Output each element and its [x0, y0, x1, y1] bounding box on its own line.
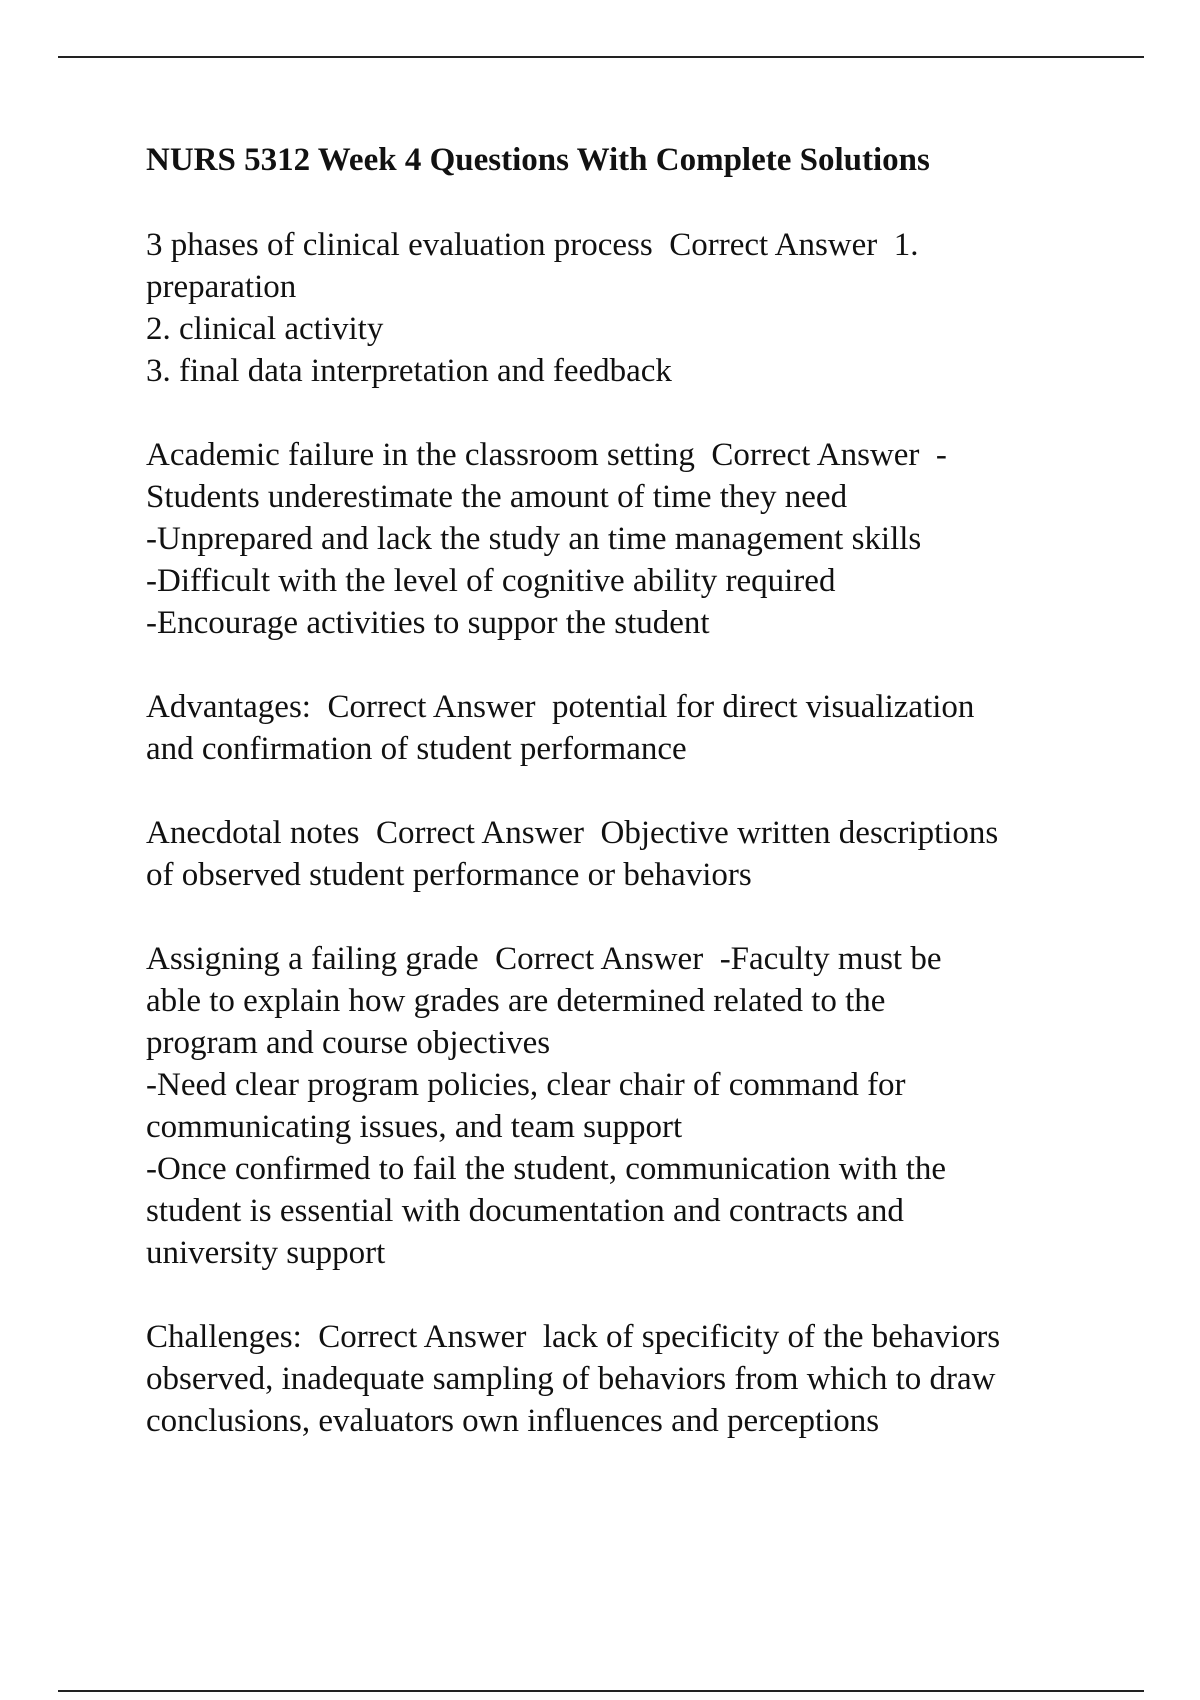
qa-item [146, 224, 1146, 392]
qa-line: -Once confirmed to fail the student, communication with the [146, 1151, 947, 1187]
qa-item [146, 434, 1146, 644]
qa-line: preparation [146, 269, 297, 305]
document-title: NURS 5312 Week 4 Questions With Complete Solutions [146, 142, 930, 178]
qa-line: Challenges: Correct Answer lack of specificity of the behaviors [146, 1319, 1001, 1355]
qa-line: communicating issues, and team support [146, 1109, 683, 1145]
qa-line: able to explain how grades are determined related to the [146, 983, 886, 1019]
qa-line: 3 phases of clinical evaluation process Correct Answer 1. [146, 227, 919, 263]
qa-line: Academic failure in the classroom setting Correct Answer - [146, 437, 947, 473]
top-rule [58, 56, 1144, 58]
qa-item [146, 686, 1146, 770]
qa-line: conclusions, evaluators own influences and perceptions [146, 1403, 880, 1439]
qa-item [146, 812, 1146, 896]
qa-line: program and course objectives [146, 1025, 551, 1061]
qa-line: Advantages: Correct Answer potential for direct visualization [146, 689, 975, 725]
qa-line: -Need clear program policies, clear chair of command for [146, 1067, 906, 1103]
qa-line: observed, inadequate sampling of behaviors from which to draw [146, 1361, 996, 1397]
qa-line: university support [146, 1235, 386, 1271]
qa-line: 3. final data interpretation and feedback [146, 353, 672, 389]
qa-line: Students underestimate the amount of time they need [146, 479, 848, 515]
qa-line: student is essential with documentation and contracts and [146, 1193, 904, 1229]
qa-line: of observed student performance or behaviors [146, 857, 752, 893]
qa-line: and confirmation of student performance [146, 731, 687, 767]
qa-line: Anecdotal notes Correct Answer Objective written descriptions [146, 815, 999, 851]
document-body [146, 140, 1146, 1484]
qa-line: 2. clinical activity [146, 311, 384, 347]
qa-item [146, 938, 1146, 1274]
qa-line: -Encourage activities to suppor the student [146, 605, 710, 641]
bottom-rule [58, 1690, 1144, 1692]
qa-line: -Difficult with the level of cognitive ability required [146, 563, 836, 599]
qa-item [146, 1316, 1146, 1442]
qa-line: Assigning a failing grade Correct Answer -Faculty must be [146, 941, 942, 977]
qa-line: -Unprepared and lack the study an time management skills [146, 521, 922, 557]
